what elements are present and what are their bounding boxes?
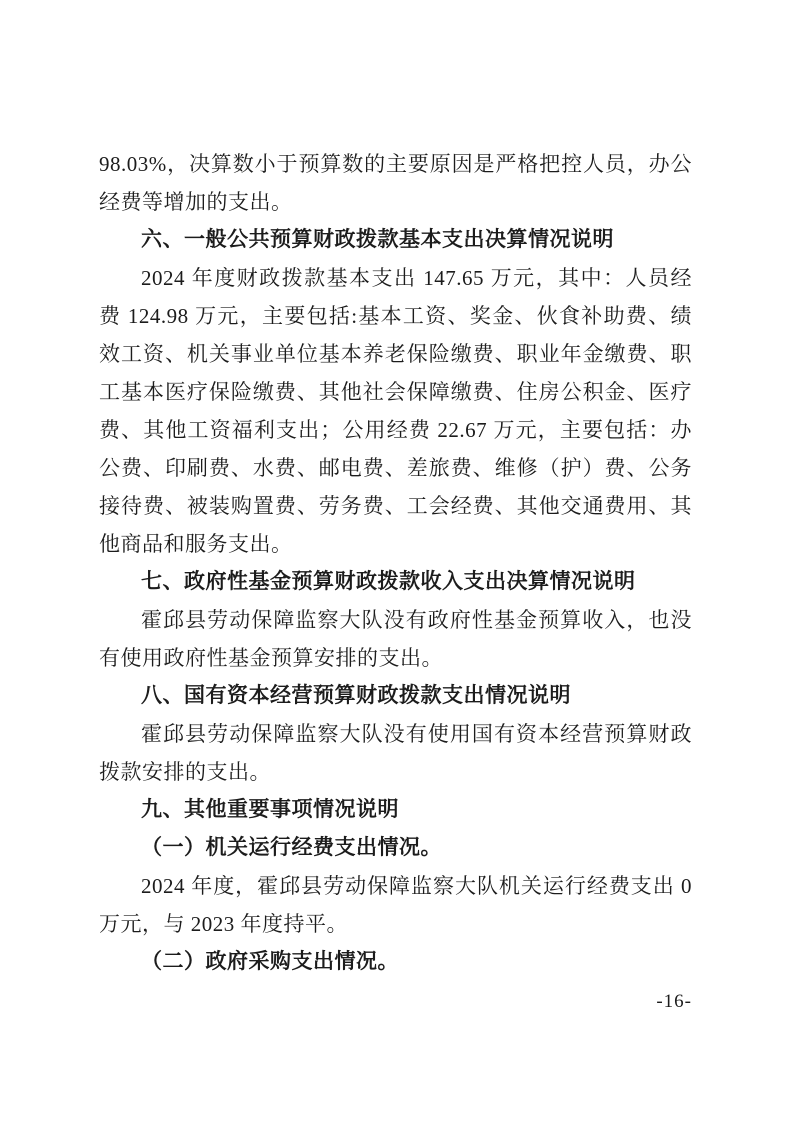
heading-section-9-other-matters: 九、其他重要事项情况说明 [141,798,399,821]
heading-section-8-state-capital: 八、国有资本经营预算财政拨款支出情况说明 [141,684,571,707]
page-number: -16- [656,991,692,1012]
subheading-agency-operating-expense: （一）机关运行经费支出情况。 [141,836,442,859]
paragraph-basic-expenditure-detail: 2024 年度财政拨款基本支出 147.65 万元，其中：人员经费 124.98 万元，主要包括:基本工资、奖金、伙食补助费、绩效工资、机关事业单位基本养老保险缴费、职业年金缴费、职工基本医疗保险缴费、其他社会保障缴费、住房公积金、医疗费、其他工资福利支出；公用经费 22.67 万元，主要包括：办公费、印刷费、水费、邮电费、差旅费、维修（护）费、公务接待费、被装购置费、劳务费、工会经费、其他交通费用、其他商品和服务支出。 [99,266,692,556]
paragraph-agency-operating-expense: 2024 年度，霍邱县劳动保障监察大队机关运行经费支出 0 万元，与 2023 年度持平。 [99,874,692,936]
heading-section-7-gov-fund-budget: 七、政府性基金预算财政拨款收入支出决算情况说明 [141,570,636,593]
heading-section-6-basic-expenditure: 六、一般公共预算财政拨款基本支出决算情况说明 [141,228,614,251]
paragraph-state-capital: 霍邱县劳动保障监察大队没有使用国有资本经营预算财政拨款安排的支出。 [99,722,692,784]
paragraph-gov-fund-budget: 霍邱县劳动保障监察大队没有政府性基金预算收入，也没有使用政府性基金预算安排的支出。 [99,608,692,670]
subheading-gov-procurement: （二）政府采购支出情况。 [141,950,399,973]
paragraph-budget-ratio-continuation: 98.03%，决算数小于预算数的主要原因是严格把控人员，办公经费等增加的支出。 [99,152,692,214]
document-content [99,145,692,981]
